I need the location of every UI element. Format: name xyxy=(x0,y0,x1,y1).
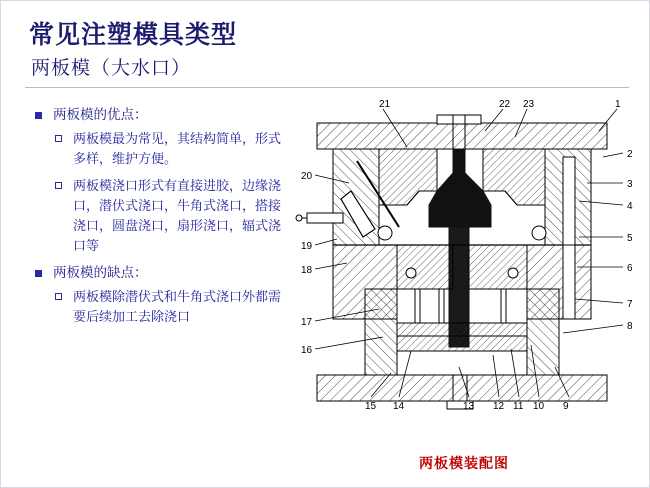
bullet-hollow-square-icon xyxy=(55,182,62,189)
callout-18: 18 xyxy=(301,265,313,276)
bullet-list xyxy=(31,106,281,335)
callout-23: 23 xyxy=(523,99,535,110)
list-item-label: 两板模的缺点： xyxy=(53,265,148,281)
list-item xyxy=(31,264,281,283)
page-subtitle: 两板模（大水口） xyxy=(31,57,192,79)
bullet-hollow-square-icon xyxy=(55,293,62,300)
callout-11: 11 xyxy=(513,401,524,412)
mold-drawing-svg xyxy=(287,87,645,417)
callout-20: 20 xyxy=(301,171,313,182)
callout-7: 7 xyxy=(627,299,633,310)
list-item-label: 两板模的优点： xyxy=(53,107,148,123)
callout-16: 16 xyxy=(301,345,313,356)
callout-17: 17 xyxy=(301,317,313,328)
callout-1: 1 xyxy=(615,99,621,110)
callout-5: 5 xyxy=(627,233,633,244)
callout-12: 12 xyxy=(493,401,505,412)
mold-assembly-drawing xyxy=(287,87,645,417)
list-item xyxy=(31,106,281,125)
callout-2: 2 xyxy=(627,149,633,160)
list-item xyxy=(31,177,281,257)
bullet-hollow-square-icon xyxy=(55,135,62,142)
callout-3: 3 xyxy=(627,179,633,190)
callout-9: 9 xyxy=(563,401,569,412)
list-item xyxy=(31,130,281,170)
callout-15: 15 xyxy=(365,401,377,412)
figure-caption: 两板模装配图 xyxy=(419,456,509,472)
callout-6: 6 xyxy=(627,263,633,274)
callout-10: 10 xyxy=(533,401,545,412)
list-item-label: 两板模最为常见，其结构简单，形式多样，维护方便。 xyxy=(73,132,282,167)
list-item xyxy=(31,288,281,328)
callout-22: 22 xyxy=(499,99,511,110)
bullet-square-icon xyxy=(35,112,42,119)
list-item-label: 两板模浇口形式有直接进胶，边缘浇口，潜伏式浇口，牛角式浇口，搭接浇口，圆盘浇口，扇形浇口，辐式浇口等 xyxy=(73,179,282,254)
callout-4: 4 xyxy=(627,201,633,212)
list-item-label: 两板模除潜伏式和牛角式浇口外都需要后续加工去除浇口 xyxy=(73,290,282,325)
page-title: 常见注塑模具类型 xyxy=(29,20,238,49)
callout-21: 21 xyxy=(379,99,391,110)
callout-19: 19 xyxy=(301,241,313,252)
callout-13: 13 xyxy=(463,401,475,412)
callout-8: 8 xyxy=(627,321,633,332)
bullet-square-icon xyxy=(35,270,42,277)
callout-14: 14 xyxy=(393,401,405,412)
